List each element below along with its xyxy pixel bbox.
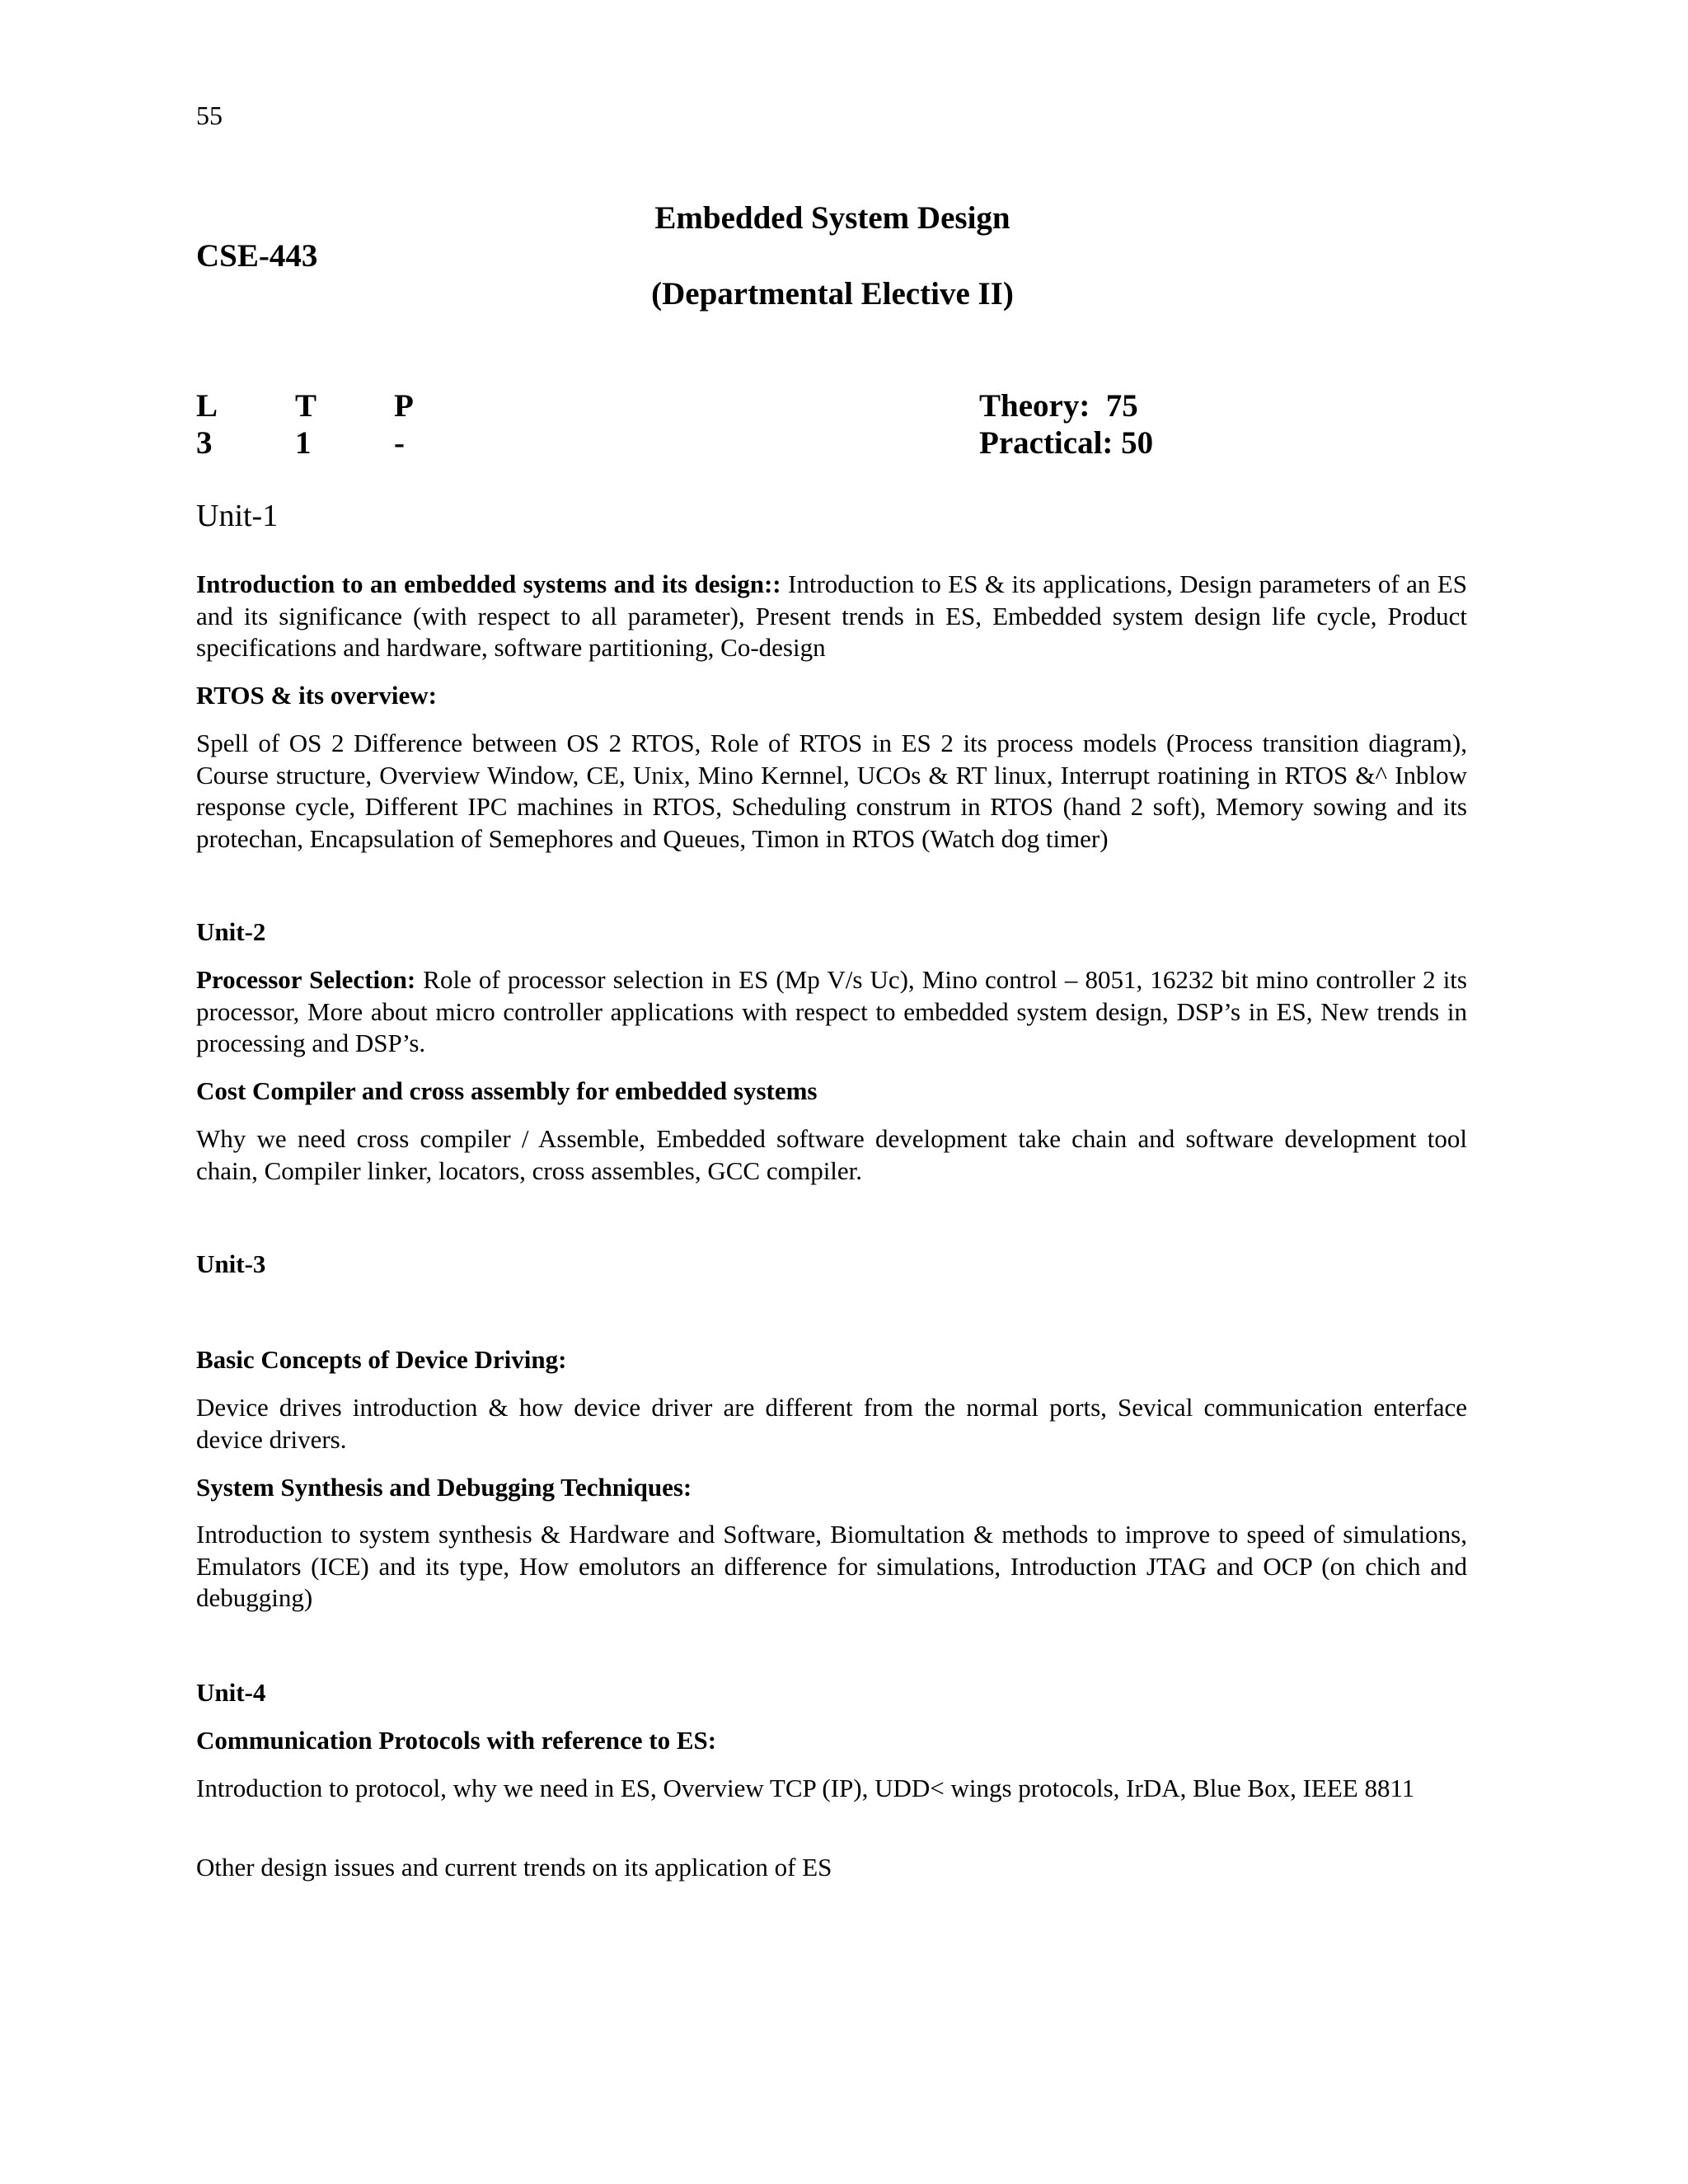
rtos-text: Spell of OS 2 Difference between OS 2 RTOS, Role of RTOS in ES 2 its process models (Process transition diagram), Course structure, Overview Window, CE, Unix, Mino Kernnel, UCOs & RT linux, Interrupt roatining in RTOS &^ Inblow response cycle, Different IPC machines in RTOS, Scheduling construm in RTOS (hand 2 soft), Memory sowing and its protechan, Encapsulation of Semephores and Queues, Timon in RTOS (Watch dog timer): [196, 729, 1467, 853]
theory-marks: Theory: 75: [979, 388, 1138, 424]
unit-1-intro: [196, 569, 1467, 664]
unit-4-label: Unit-4: [196, 1678, 266, 1707]
intro-text: Introduction to ES & its applications, Design parameters of an ES and its significance (with respect to all parameter), Present trends in ES, Embedded system design life cycle, Product specifications and hardware, software partitioning, Co-design: [196, 569, 1467, 662]
unit-1-label: Unit-1: [196, 499, 279, 533]
ltp-value-p: -: [394, 425, 405, 461]
page-number: 55: [196, 101, 223, 130]
other-text: Other design issues and current trends on its application of ES: [196, 1853, 832, 1882]
practical-marks: Practical: 50: [979, 425, 1154, 461]
page-title: Embedded System Design: [654, 200, 1010, 236]
processor-paragraph: [196, 964, 1467, 1060]
compiler-text: Why we need cross compiler / Assemble, Embedded software development take chain and software development tool chain, Compiler linker, locators, cross assembles, GCC compiler.: [196, 1124, 1467, 1185]
ltp-header-t: T: [295, 388, 317, 424]
unit-2-processor: [196, 964, 1467, 1060]
processor-text: Role of processor selection in ES (Mp V/s Uc), Mino control – 8051, 16232 bit mino controller 2 its processor, More about micro controller applications with respect to embedded system design, DSP’s in ES, New trends in processing and DSP’s.: [196, 965, 1467, 1057]
device-text: Device drives introduction & how device driver are different from the normal ports, Sevical communication enterface device drivers.: [196, 1393, 1467, 1454]
synthesis-text: Introduction to system synthesis & Hardware and Software, Biomultation & methods to improve to speed of simulations, Emulators (ICE) and its type, How emolutors an difference for simulations, Introduction JTAG and OCP (on chich and debugging): [196, 1520, 1467, 1612]
rtos-heading: RTOS & its overview:: [196, 681, 437, 710]
synthesis-heading: System Synthesis and Debugging Techniques:: [196, 1473, 692, 1502]
unit-3-label: Unit-3: [196, 1249, 266, 1278]
ltp-value-l: 3: [196, 425, 213, 461]
intro-heading: Introduction to an embedded systems and its design::: [196, 569, 781, 598]
comm-heading: Communication Protocols with reference to ES:: [196, 1726, 717, 1755]
unit-2-label: Unit-2: [196, 917, 266, 946]
device-heading: Basic Concepts of Device Driving:: [196, 1345, 567, 1374]
ltp-header-l: L: [196, 388, 218, 424]
processor-heading: Processor Selection:: [196, 965, 416, 994]
page-subtitle: (Departmental Elective II): [651, 276, 1014, 312]
intro-paragraph: [196, 569, 1467, 664]
comm-text: Introduction to protocol, why we need in ES, Overview TCP (IP), UDD< wings protocols, IrDA, Blue Box, IEEE 8811: [196, 1774, 1415, 1802]
ltp-header-p: P: [394, 388, 414, 424]
compiler-heading: Cost Compiler and cross assembly for embedded systems: [196, 1076, 818, 1105]
ltp-value-t: 1: [295, 425, 312, 461]
course-code: CSE-443: [196, 238, 318, 274]
